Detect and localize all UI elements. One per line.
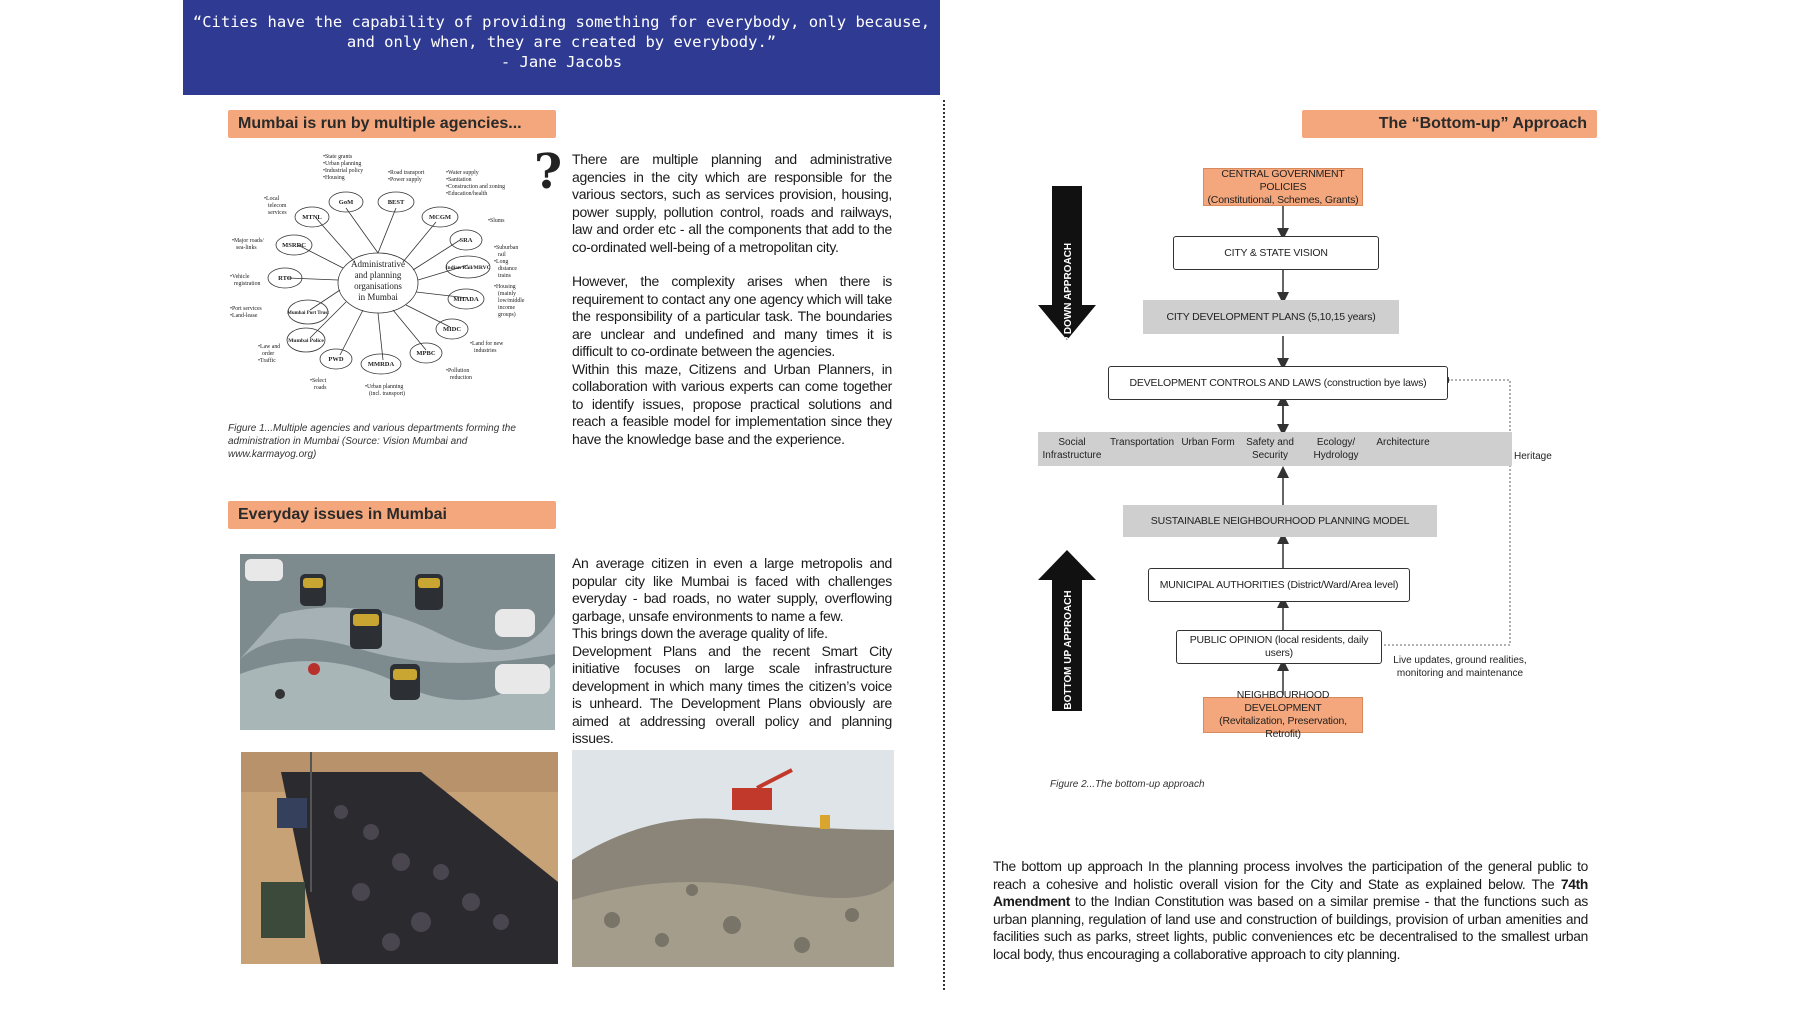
diagram-node: Indian Rail/MRVC: [445, 265, 491, 271]
diagram-note: roads: [314, 385, 327, 391]
diagram-note: •Vehicle: [230, 274, 250, 280]
diagram-node: MCGM: [428, 214, 452, 221]
diagram-note: •Slums: [488, 218, 505, 224]
agencies-para-1: There are multiple planning and administrative agencies in the city which are responsible for the various sectors, such as services provision, housing, power supply, pollution control, roads and railways, law and order etc - all the components that add to the co-ordinated well-being of a metropolitan city.: [572, 151, 892, 255]
diagram-center-4: in Mumbai: [358, 292, 398, 302]
diagram-center-2: and planning: [354, 270, 402, 280]
diagram-note: reduction: [450, 375, 472, 381]
diagram-note: rail: [498, 252, 506, 258]
top-down-label: TOP DOWN APPROACH: [1063, 242, 1074, 358]
diagram-note: •Port services: [230, 306, 262, 312]
box-municipal-authorities: MUNICIPAL AUTHORITIES (District/Ward/Area level): [1148, 568, 1410, 602]
heading-bottom-up: The “Bottom-up” Approach: [1302, 110, 1597, 138]
amendment-bold: 74th Amendment: [993, 876, 1588, 909]
diagram-note: •Suburban: [494, 245, 519, 251]
live-updates-label: Live updates, ground realities, monitoring and maintenance: [1393, 655, 1527, 679]
diagram-note: telecom: [268, 203, 287, 209]
bottom-up-flowchart: [1030, 160, 1630, 740]
agency-diagram: [228, 150, 540, 405]
diagram-note: •Land for new: [470, 341, 504, 347]
diagram-note: •Local: [264, 196, 280, 202]
issues-para-2: This brings down the average quality of life.: [572, 625, 828, 641]
quote-banner: [183, 0, 940, 95]
diagram-note: •Major roads/: [232, 238, 264, 244]
diagram-note: •Industrial policy: [323, 168, 364, 174]
diagram-node: PWD: [328, 356, 344, 363]
figure1-caption: Figure 1...Multiple agencies and various departments forming the administration in Mumbai (Source: Vision Mumbai and www.karmayog.org): [228, 423, 516, 460]
heading-agencies: Mumbai is run by multiple agencies...: [228, 110, 556, 138]
diagram-note: (mainly: [498, 291, 517, 297]
question-mark-icon: ?: [534, 144, 563, 200]
diagram-note: groups): [498, 312, 516, 318]
diagram-node: RTO: [278, 275, 292, 282]
heading-everyday-issues: Everyday issues in Mumbai: [228, 501, 556, 529]
quote-line-1: “Cities have the capability of providing something for everybody, only because,: [192, 13, 931, 31]
diagram-node: SRA: [459, 237, 473, 244]
diagram-node: Mumbai Port Trust: [287, 311, 329, 316]
heritage-label: Heritage: [1514, 451, 1552, 462]
diagram-note: •Law and: [258, 344, 281, 350]
sector-architecture: Architecture: [1376, 437, 1430, 448]
box-development-controls: DEVELOPMENT CONTROLS AND LAWS (construction bye laws): [1108, 366, 1448, 400]
agencies-para-3: Within this maze, Citizens and Urban Planners, in collaboration with various experts can come together to identify issues, propose practical solutions and reach a feasible model for implementation since they have the knowledge base and the experience.: [572, 360, 892, 447]
box-sustainable-model: SUSTAINABLE NEIGHBOURHOOD PLANNING MODEL: [1123, 505, 1437, 537]
quote-line-2: and only when, they are created by everybody.”: [346, 33, 777, 51]
sector-social-infrastructure: Social Infrastructure: [1042, 437, 1102, 461]
diagram-node: MIDC: [442, 326, 462, 333]
diagram-note: •Urban planning: [323, 161, 362, 167]
diagram-note: •Long: [494, 259, 509, 265]
page-divider: [943, 100, 945, 990]
diagram-note: trains: [498, 273, 511, 279]
agencies-para-2: However, the complexity arises when there is requirement to contact any one agency which will take the responsibility of a particular task. The boundaries are unclear and undefined and many times it is difficult to co-ordinate between the agencies.: [572, 273, 892, 359]
agencies-text: [572, 151, 892, 448]
diagram-node: MTNL: [302, 214, 322, 221]
issues-text: [572, 555, 892, 748]
diagram-node: MMRDA: [367, 361, 395, 368]
diagram-node: GoM: [338, 199, 354, 206]
box-public-opinion: PUBLIC OPINION (local residents, daily users): [1176, 630, 1382, 664]
issues-para-3: Development Plans and the recent Smart City initiative focuses on large scale infrastructure development in which many times the citizen’s voice is unheard. The Development Plans obviously are aimed at addressing overall policy and planning issues.: [572, 642, 892, 746]
figure2-caption: Figure 2...The bottom-up approach: [1050, 779, 1205, 790]
traffic-photo: [240, 554, 555, 730]
bottom-up-description: The bottom up approach In the planning process involves the participation of the general public to reach a cohesive and holistic overall vision for the City and State as explained below. The 74th Amendment to the Indian Constitution was based on a similar premise - that the functions such as urban planning, regulation of land use and construction of buildings, provision of urban amenities and facilities such as parks, street lights, public conveniences etc be decentralised to the smallest urban local body, thus encouraging a collaborative approach to city planning.: [993, 859, 1588, 962]
diagram-node: MSRDC: [282, 242, 306, 249]
diagram-node: MPBC: [416, 350, 436, 357]
diagram-note: •Traffic: [258, 358, 276, 364]
sector-transportation: Transportation: [1109, 437, 1175, 448]
diagram-note: •Road transport: [388, 170, 425, 176]
diagram-note: •Power supply: [388, 177, 422, 183]
flood-photo: [241, 752, 558, 964]
quote-author: - Jane Jacobs: [500, 53, 623, 71]
sector-safety-security: Safety and Security: [1246, 437, 1294, 461]
diagram-note: income: [498, 305, 516, 311]
diagram-note: •Select: [310, 378, 327, 384]
diagram-node: BEST: [387, 199, 405, 206]
garbage-photo: [572, 750, 894, 967]
diagram-note: industries: [474, 348, 497, 354]
diagram-node: MHADA: [453, 296, 479, 303]
diagram-note: •Sanitation: [446, 177, 472, 183]
bottom-up-label: BOTTOM UP APPROACH: [1063, 590, 1074, 710]
diagram-note: services: [268, 210, 287, 216]
diagram-note: •Land-lease: [230, 313, 258, 319]
box-city-development-plans: CITY DEVELOPMENT PLANS (5,10,15 years): [1143, 300, 1399, 334]
diagram-note: •Pollution: [446, 368, 470, 374]
diagram-note: registration: [234, 281, 261, 287]
diagram-note: •Water supply: [446, 170, 479, 176]
issues-para-1: An average citizen in even a large metropolis and popular city like Mumbai is faced with challenges everyday - bad roads, no water supply, overflowing garbage, unsafe environments to name a few.: [572, 555, 892, 624]
diagram-note: •State grants: [323, 154, 353, 160]
sector-ecology-hydrology: Ecology/ Hydrology: [1313, 437, 1359, 461]
diagram-note: low/middle: [498, 298, 525, 304]
diagram-note: •Education/health: [446, 191, 488, 197]
diagram-note: •Housing: [494, 284, 516, 290]
diagram-note: •Urban planning: [365, 384, 404, 390]
diagram-note: order: [262, 351, 275, 357]
box-central-government: CENTRAL GOVERNMENT POLICIES (Constitutional, Schemes, Grants): [1203, 168, 1363, 206]
box-city-state-vision: CITY & STATE VISION: [1173, 236, 1379, 270]
sector-urban-form: Urban Form: [1181, 437, 1235, 448]
diagram-center-1: Administrative: [351, 259, 405, 269]
diagram-note: (incl. transport): [369, 391, 406, 397]
diagram-center-3: organisations: [354, 281, 402, 291]
diagram-note: distance: [498, 266, 517, 272]
diagram-note: •Construction and zoning: [446, 184, 506, 190]
diagram-note: sea-links: [236, 245, 257, 251]
box-neighbourhood-development: NEIGHBOURHOOD DEVELOPMENT (Revitalization, Preservation, Retrofit): [1203, 697, 1363, 733]
diagram-node: Mumbai Police: [288, 338, 324, 344]
diagram-note: •Housing: [323, 175, 345, 181]
